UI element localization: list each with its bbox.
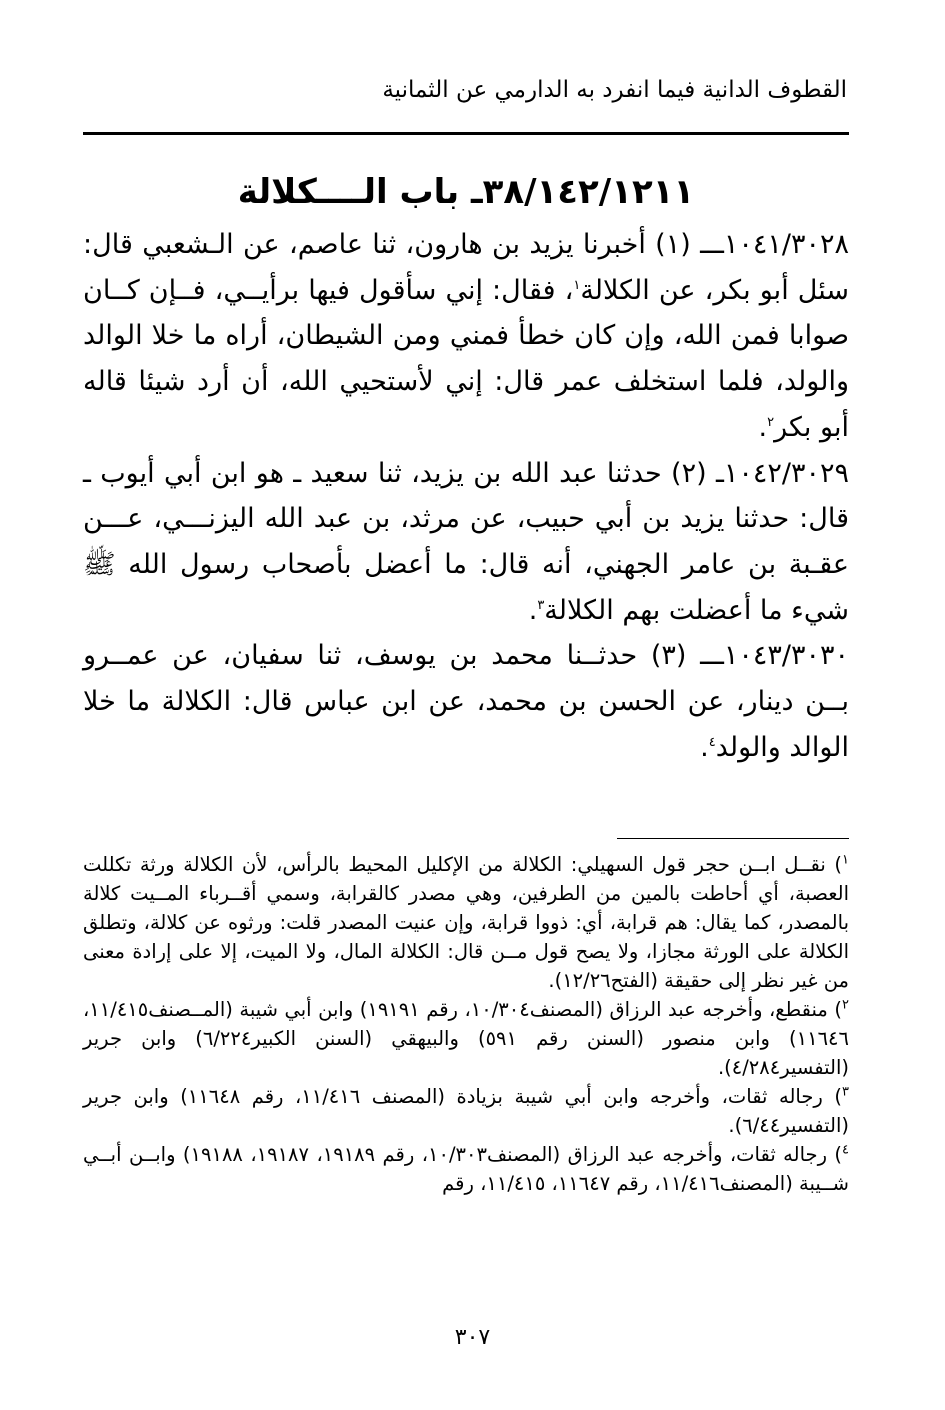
main-text [83,222,849,770]
footnote-number: ٣ [842,1084,849,1100]
hadith-text: ، فقال: إني سأقول فيها برأيــي، فــإن كــان صوابا فمن الله، وإن كان خطأ فمني ومن الشيطان، أراه ما خلا الوالد والولد، فلما استخلف عمر قال: إني لأستحيي الله، أن أرد شيئا قاله أبو بكر [83,274,849,443]
hadith-text: ١٠٤١/٣٠٢٨ـــ (١) أخبرنا يزيد بن هارون، ثنا عاصم، عن الـشعبي قال: سئل أبو بكر، عن الكلالة [83,229,849,306]
running-header: القطوف الدانية فيما انفرد به الدارمي عن الثمانية [382,77,847,103]
footnote [83,995,849,1082]
footnote-number: ١ [842,852,849,868]
hadith-text: ١٠٤٢/٣٠٢٩ـ (٢) حدثنا عبد الله بن يزيد، ثنا سعيد ـ هو ابن أبي أيوب ـ قال: حدثنا يزيد بن أبي حبيب، عن مرثد، بن عبد الله اليزنـــي، عـــن عقـبة بن عامر الجهني، أنه قال: ما أعضل بأصحاب رسول الله ﷺ شيء ما أعضلت بهم الكلالة [83,457,849,626]
footnote-text: ) نقــل ابــن حجر قول السهيلي: الكلالة من الإكليل المحيط بالرأس، لأن الكلالة ورثة تكللت العصبة، أي أحاطت بالمين من الطرفين، وهي مصدر كالقرابة، وسمي أقــرباء المــيت كلالة بالمصدر، كما يقال: هم قرابة، أي: ذووا قرابة، وإن عنيت المصدر قلت: ورثوه عن كلالة، وتطلق الكلالة على الورثة مجازا، ولا يصح قول مــن قال: الكلالة المال، ولا الميت، إلا على إرادة معنى من غير نظر إلى حقيقة (الفتح١٢/٢٦). [83,853,849,992]
hadith-paragraph [83,633,849,770]
footnote-text: ) رجاله ثقات، وأخرجه وابن أبي شيبة بزيادة (المصنف ١١/٤١٦، رقم ١١٦٤٨) وابن جرير (التفسير٦/٤٤). [83,1085,849,1137]
footnote [83,1082,849,1140]
footnote-reference: ٣ [537,597,545,613]
hadith-paragraph [83,222,849,451]
hadith-end: . [528,594,538,626]
chapter-heading: ٣٨/١٤٢/١٢١١ـ باب الــــكلالة [237,172,695,212]
header-rule [83,132,849,135]
footnote-number: ٤ [842,1142,850,1158]
footnote-reference: ١ [573,277,581,293]
footnote-text: ) منقطع، وأخرجه عبد الرزاق (المصنف١٠/٣٠٤، رقم ١٩١٩١) وابن أبي شيبة (المــصنف١١/٤١٥، ١١٦٤٦) وابن منصور (السنن رقم ٥٩١) والبيهقي (السنن الكبير٦/٢٢٤) وابن جرير (التفسير٤/٢٨٤). [83,998,849,1079]
footnotes [83,850,849,1198]
footnote-reference: ٤ [708,734,716,750]
hadith-end: . [700,731,709,763]
hadith-paragraph [83,451,849,634]
hadith-end: . [758,411,768,443]
hadith-text: ١٠٤٣/٣٠٣٠ـــ (٣) حدثــنا محمد بن يوسف، ثنا سفيان، عن عمــرو بــن دينار، عن الحسن بن محمد، عن ابن عباس قال: الكلالة ما خلا الوالد والولد [83,640,849,763]
footnote-text: ) رجاله ثقات، وأخرجه عبد الرزاق (المصنف١٠/٣٠٣، رقم ١٩١٨٩، ١٩١٨٧، ١٩١٨٨) وابــن أبــي شــيبة (المصنف١١/٤١٦، رقم ١١٦٤٧، ١١/٤١٥، رقم [83,1143,849,1195]
footnote-separator [617,838,849,839]
footnote [83,1140,849,1198]
footnote [83,850,849,995]
footnote-reference: ٢ [767,414,775,430]
footnote-number: ٢ [842,997,849,1013]
page-number: ٣٠٧ [454,1325,491,1350]
